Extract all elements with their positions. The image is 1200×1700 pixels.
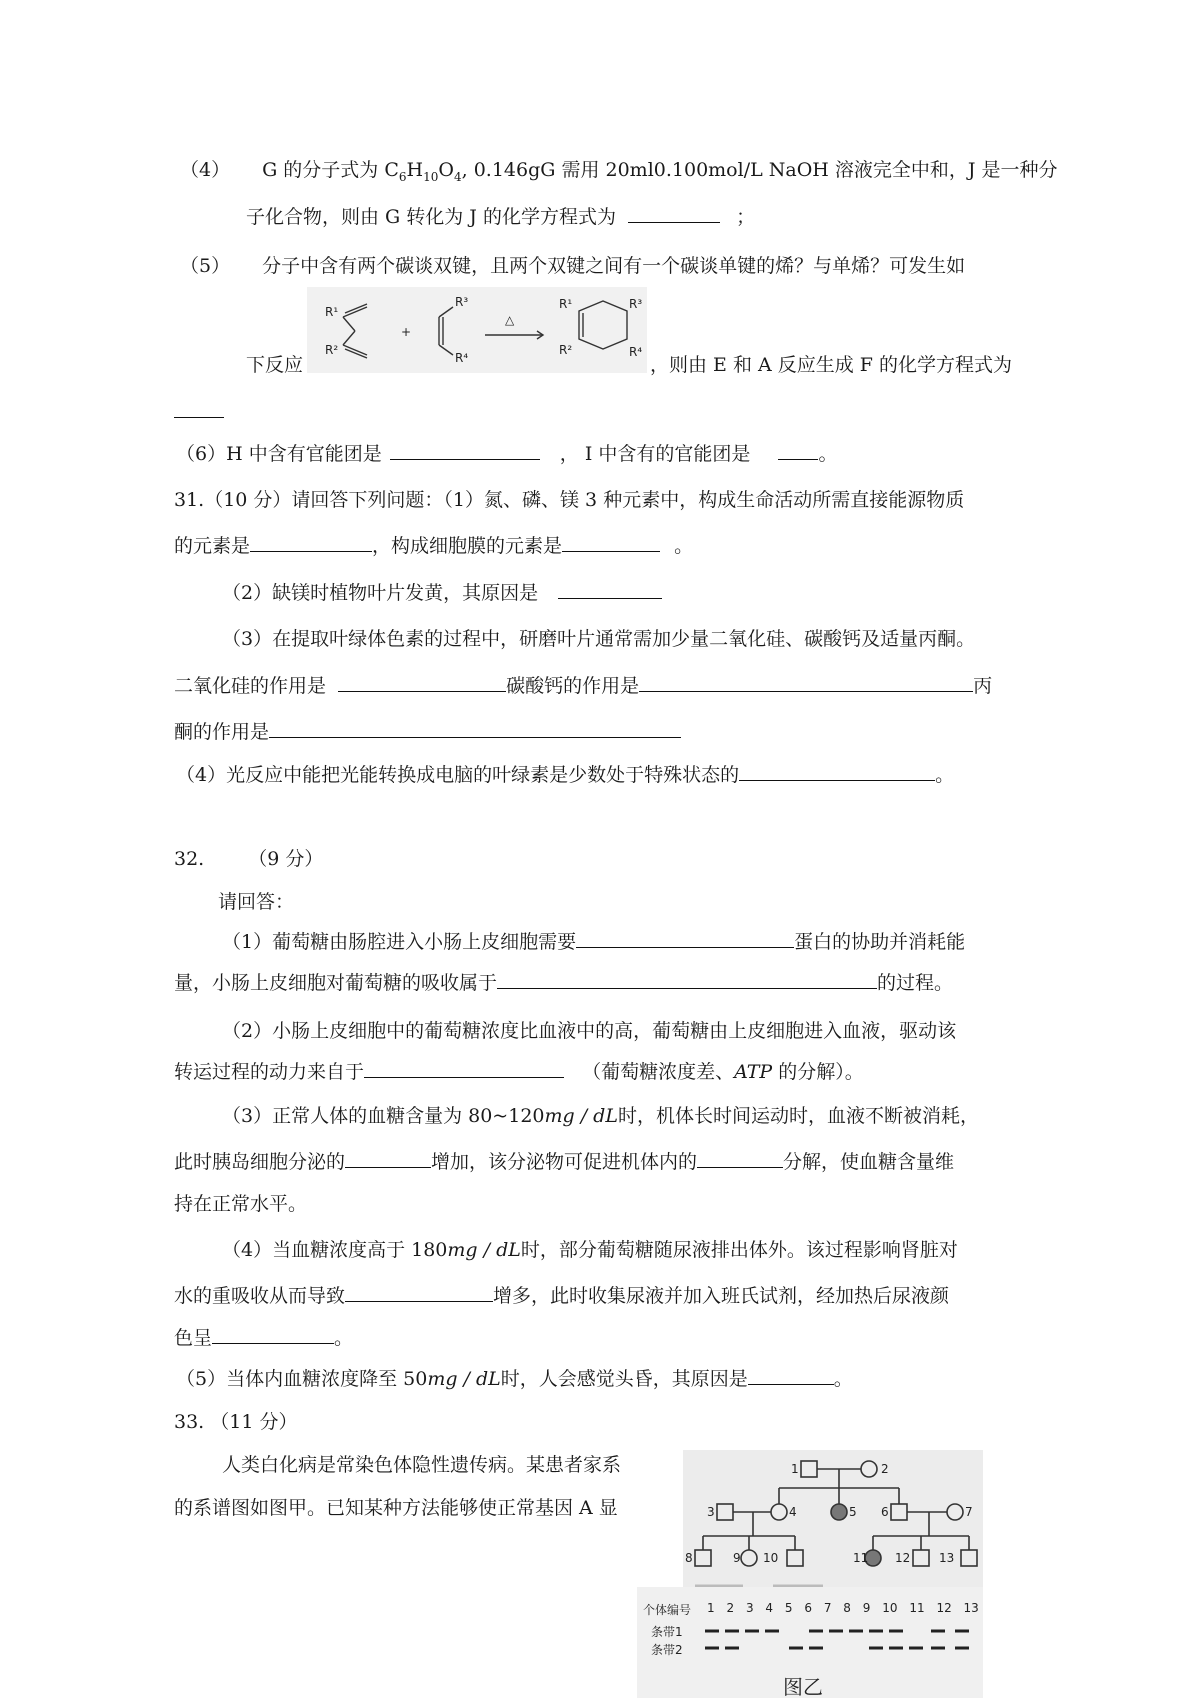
q31-line1	[174, 487, 964, 513]
q30-p4-text-b: , 0.146gG 需用 20ml0.100mol/L NaOH 溶液完全中和，J 是一种分	[461, 159, 1058, 181]
q32-text-4a: 转运过程的动力来自于	[174, 1061, 365, 1083]
pedigree-label-11: 11	[853, 1551, 869, 1565]
q31-line3	[222, 580, 662, 606]
q32-line2	[174, 970, 953, 996]
q32-text-6c: 分解，使血糖含量维	[783, 1151, 955, 1173]
q30-p4-sub2: 10	[423, 169, 439, 184]
q32-unit-1: mg / dL	[544, 1105, 618, 1127]
q30-p6-text-a: （6）H 中含有官能团是	[176, 443, 382, 465]
q30-p4-line1	[180, 157, 1058, 190]
q32-line7	[174, 1191, 307, 1217]
q32-text-10b: 。	[334, 1327, 354, 1349]
q32-text-2a: 量，小肠上皮细胞对葡萄糖的吸收属于	[174, 972, 498, 994]
answer-blank[interactable]	[562, 533, 660, 552]
q30-p4-sub3: 4	[453, 169, 462, 184]
reaction-delta: △	[505, 313, 515, 327]
pedigree-label-5: 5	[849, 1505, 857, 1519]
band-id: 11	[909, 1601, 925, 1615]
q32-text-5b: 时，机体长时间运动时，血液不断被消耗，	[617, 1105, 979, 1127]
q31-text-4: （3）在提取叶绿体色素的过程中，研磨叶片通常需加少量二氧化硅、碳酸钙及适量丙酮。	[222, 628, 976, 650]
q30-p4-o: O	[438, 159, 454, 181]
q31-line6	[174, 719, 681, 745]
band-id: 9	[862, 1601, 871, 1615]
reaction-product-r3: R³	[629, 297, 643, 311]
pedigree-label-10: 10	[763, 1551, 779, 1565]
q31-text-3: （2）缺镁时植物叶片发黄，其原因是	[222, 582, 539, 604]
q32-num: 32.	[174, 848, 205, 870]
q31-text-2b: ，构成细胞膜的元素是	[372, 535, 563, 557]
reaction-svg	[307, 287, 647, 373]
q32-text-9a: 水的重吸收从而导致	[174, 1285, 346, 1307]
band-figure	[637, 1587, 983, 1698]
pedigree-label-2: 2	[881, 1462, 889, 1476]
band-id: 3	[745, 1601, 754, 1615]
q32-text-4b: （葡萄糖浓度差、	[582, 1061, 735, 1083]
answer-blank[interactable]	[497, 970, 877, 989]
answer-blank[interactable]	[338, 673, 506, 692]
band-caption: 图乙	[783, 1675, 823, 1699]
q31-line4	[222, 626, 975, 652]
q32-atp: ATP	[734, 1061, 773, 1083]
answer-blank[interactable]	[174, 399, 224, 418]
q31-text-5c: 丙	[973, 675, 993, 697]
band-id: 6	[804, 1601, 812, 1615]
q32-line9	[174, 1283, 949, 1309]
q32-text-1b: 蛋白的协助并消耗能	[794, 931, 966, 953]
q31-text-7b: 。	[935, 764, 955, 786]
answer-blank[interactable]	[778, 441, 818, 460]
q30-p5-line2b	[650, 352, 1012, 378]
pedigree-label-13: 13	[939, 1551, 955, 1565]
q30-p4-line2	[246, 204, 755, 230]
q32-line4	[174, 1059, 864, 1085]
q32-text-2b: 的过程。	[877, 972, 954, 994]
band-id: 1	[707, 1601, 715, 1615]
q32-line1	[222, 929, 965, 955]
q32-line11	[176, 1366, 853, 1392]
band-id: 4	[765, 1601, 774, 1615]
answer-blank[interactable]	[364, 1059, 564, 1078]
q30-p4-sub1: 6	[398, 169, 407, 184]
q30-p5-line1	[180, 253, 965, 279]
q32-text-1a: （1）葡萄糖由肠腔进入小肠上皮细胞需要	[222, 931, 577, 953]
pedigree-label-8: 8	[685, 1551, 693, 1565]
q31-text-2a: 的元素是	[174, 535, 251, 557]
pedigree-label-9: 9	[733, 1551, 741, 1565]
q31-text-7a: （4）光反应中能把光能转换成电脑的叶绿素是少数处于特殊状态的	[176, 764, 740, 786]
q32-line6	[174, 1149, 954, 1175]
answer-blank[interactable]	[250, 533, 372, 552]
band-id: 13	[963, 1601, 979, 1615]
answer-blank[interactable]	[739, 762, 935, 781]
q30-p4-text-d: ；	[736, 206, 756, 228]
answer-blank[interactable]	[697, 1149, 783, 1168]
reaction-r3: R³	[455, 295, 469, 309]
q32-text-7: 持在正常水平。	[174, 1193, 308, 1215]
answer-blank[interactable]	[576, 929, 794, 948]
pedigree-label-4: 4	[789, 1505, 797, 1519]
reaction-r2: R²	[325, 343, 339, 357]
q30-p4-text-c: 子化合物，则由 G 转化为 J 的化学方程式为	[246, 206, 616, 228]
q30-p5-line2a	[246, 352, 303, 378]
q33-line1	[222, 1452, 621, 1478]
band-id: 2	[726, 1601, 735, 1615]
q32-intro	[218, 889, 294, 915]
q32-text-6a: 此时胰岛细胞分泌的	[174, 1151, 346, 1173]
band-label-1: 条带1	[651, 1625, 683, 1639]
q31-text-1: 31.（10 分）请回答下列问题：（1）氮、磷、镁 3 种元素中，构成生命活动所需直接能源物质	[174, 489, 965, 511]
reaction-product-r2: R²	[559, 343, 573, 357]
q30-p6	[176, 441, 837, 467]
reaction-product-r4: R⁴	[629, 345, 643, 359]
q33-text-1: 人类白化病是常染色体隐性遗传病。某患者家系	[222, 1454, 622, 1476]
q32-text-11c: 。	[833, 1368, 853, 1390]
reaction-r4: R⁴	[455, 351, 469, 365]
band-id: 5	[784, 1601, 793, 1615]
reaction-figure	[307, 287, 647, 373]
q32-line5	[222, 1103, 979, 1129]
answer-blank[interactable]	[345, 1283, 493, 1302]
pedigree-label-1: 1	[791, 1462, 799, 1476]
answer-blank[interactable]	[390, 441, 540, 460]
q32-line10	[174, 1325, 353, 1351]
q32-text-4d: 的分解）。	[778, 1061, 864, 1083]
q30-p6-text-b: ， I 中含有的官能团是	[559, 443, 751, 465]
q32-text-6b: 增加，该分泌物可促进机体内的	[431, 1151, 698, 1173]
q32-intro-text: 请回答：	[218, 891, 295, 913]
q32-text-10a: 色呈	[174, 1327, 213, 1349]
answer-blank[interactable]	[558, 580, 662, 599]
answer-blank[interactable]	[639, 673, 973, 692]
pedigree-label-12: 12	[895, 1551, 911, 1565]
q31-line7	[176, 762, 954, 788]
q30-p5-num: （5）	[180, 255, 231, 277]
pedigree-svg	[683, 1450, 983, 1602]
reaction-plus: +	[401, 325, 412, 339]
q30-p4-h: H	[406, 159, 424, 181]
q31-text-6: 酮的作用是	[174, 721, 270, 743]
band-id: 8	[843, 1601, 851, 1615]
q33-line2	[174, 1495, 618, 1521]
pedigree-label-7: 7	[965, 1505, 973, 1519]
q33-head-text: 33. （11 分）	[174, 1411, 298, 1433]
q32-text-3: （2）小肠上皮细胞中的葡萄糖浓度比血液中的高，葡萄糖由上皮细胞进入血液，驱动该	[222, 1020, 957, 1042]
q32-text-8b: 时，部分葡萄糖随尿液排出体外。该过程影响肾脏对	[520, 1239, 958, 1261]
answer-blank[interactable]	[628, 204, 720, 223]
q32-unit-2: mg / dL	[447, 1239, 521, 1261]
q32-text-11b: 时，人会感觉头昏，其原因是	[500, 1368, 748, 1390]
q32-text-11a: （5）当体内血糖浓度降至 50	[176, 1368, 428, 1390]
q32-unit-3: mg / dL	[427, 1368, 501, 1390]
q30-p5-text-b: 下反应	[246, 354, 304, 376]
answer-blank[interactable]	[212, 1325, 334, 1344]
band-id: 7	[823, 1601, 832, 1615]
band-label-2: 条带2	[651, 1643, 683, 1657]
q30-p5-line3	[174, 399, 224, 425]
answer-blank[interactable]	[748, 1366, 834, 1385]
q30-p5-text-a: 分子中含有两个碳谈双键，且两个双键之间有一个碳谈单键的烯？与单烯？可发生如	[262, 255, 966, 277]
q32-line8	[222, 1237, 958, 1263]
pedigree-label-6: 6	[881, 1505, 889, 1519]
q30-p4-num: （4）	[180, 159, 231, 181]
q31-text-5a: 二氧化硅的作用是	[174, 675, 327, 697]
q31-line5	[174, 673, 992, 699]
q33-text-2: 的系谱图如图甲。已知某种方法能够使正常基因 A 显	[174, 1497, 618, 1519]
answer-blank[interactable]	[345, 1149, 431, 1168]
q31-text-2c: 。	[674, 535, 694, 557]
q30-p6-text-c: 。	[818, 443, 838, 465]
q32-text-8a: （4）当血糖浓度高于 180	[222, 1239, 448, 1261]
q32-text-5a: （3）正常人体的血糖含量为 80~120	[222, 1105, 545, 1127]
q32-header	[174, 846, 323, 872]
pedigree-label-3: 3	[707, 1505, 715, 1519]
q31-line2	[174, 533, 693, 559]
q32-line3	[222, 1018, 956, 1044]
band-header: 个体编号	[643, 1603, 692, 1617]
pedigree-figure	[683, 1450, 983, 1602]
q32-score: （9 分）	[248, 848, 324, 870]
q31-text-5b: 碳酸钙的作用是	[506, 675, 640, 697]
reaction-r1: R¹	[325, 305, 339, 319]
q30-p4-text-a: G 的分子式为 C	[262, 159, 399, 181]
q30-p5-text-c: ，则由 E 和 A 反应生成 F 的化学方程式为	[650, 354, 1013, 376]
answer-blank[interactable]	[269, 719, 681, 738]
q33-header	[174, 1409, 297, 1435]
band-id: 10	[882, 1601, 898, 1615]
q32-text-9b: 增多，此时收集尿液并加入班氏试剂，经加热后尿液颜	[493, 1285, 950, 1307]
reaction-product-r1: R¹	[559, 297, 573, 311]
band-id: 12	[936, 1601, 952, 1615]
